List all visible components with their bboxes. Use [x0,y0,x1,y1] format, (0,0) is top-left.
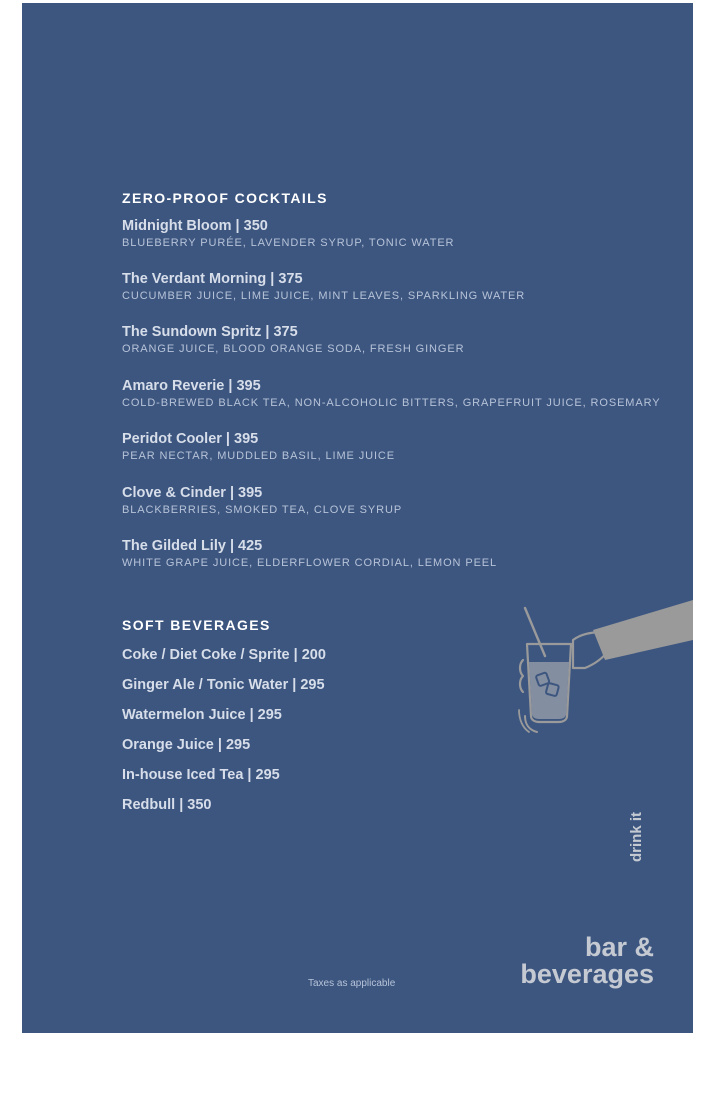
menu-page [22,3,693,1033]
side-tagline: drink it [628,811,645,862]
item-name: Amaro Reverie | 395 [122,378,261,394]
item-description: ORANGE JUICE, BLOOD ORANGE SODA, FRESH GINGER [122,343,465,355]
section-title-soft-beverages: SOFT BEVERAGES [122,617,271,633]
menu-item [122,377,661,410]
taxes-note: Taxes as applicable [308,978,396,989]
soft-item: Ginger Ale / Tonic Water | 295 [122,677,325,693]
item-description: PEAR NECTAR, MUDDLED BASIL, LIME JUICE [122,450,395,462]
menu-item [122,430,395,463]
item-name: Clove & Cinder | 395 [122,485,263,501]
item-name: Peridot Cooler | 395 [122,431,259,447]
menu-item [122,537,497,570]
soft-item: Redbull | 350 [122,797,212,813]
menu-item [122,323,464,356]
soft-item: Coke / Diet Coke / Sprite | 200 [122,647,326,663]
item-name: The Sundown Spritz | 375 [122,324,298,340]
item-name: Midnight Bloom | 350 [122,218,268,234]
hand-holding-iced-drink-icon [515,598,695,738]
menu-item [122,484,402,517]
menu-item [122,270,525,303]
section-title-zero-proof: ZERO-PROOF COCKTAILS [122,190,328,206]
soft-item: Orange Juice | 295 [122,737,251,753]
torn-paper-edge [0,1010,712,1050]
item-description: BLACKBERRIES, SMOKED TEA, CLOVE SYRUP [122,504,403,516]
item-name: The Gilded Lily | 425 [122,538,263,554]
menu-item [122,217,454,250]
item-description: COLD-BREWED BLACK TEA, NON-ALCOHOLIC BITTERS, GRAPEFRUIT JUICE, ROSEMARY [122,397,661,409]
brand-line-2: beverages [520,959,654,989]
brand-line-1: bar & [584,932,654,962]
item-description: CUCUMBER JUICE, LIME JUICE, MINT LEAVES, SPARKLING WATER [122,290,526,302]
soft-item: In-house Iced Tea | 295 [122,767,280,783]
item-description: BLUEBERRY PURÉE, LAVENDER SYRUP, TONIC WATER [122,237,455,249]
item-name: The Verdant Morning | 375 [122,271,303,287]
soft-item: Watermelon Juice | 295 [122,707,282,723]
brand-logo [520,934,654,988]
item-description: WHITE GRAPE JUICE, ELDERFLOWER CORDIAL, LEMON PEEL [122,557,498,569]
